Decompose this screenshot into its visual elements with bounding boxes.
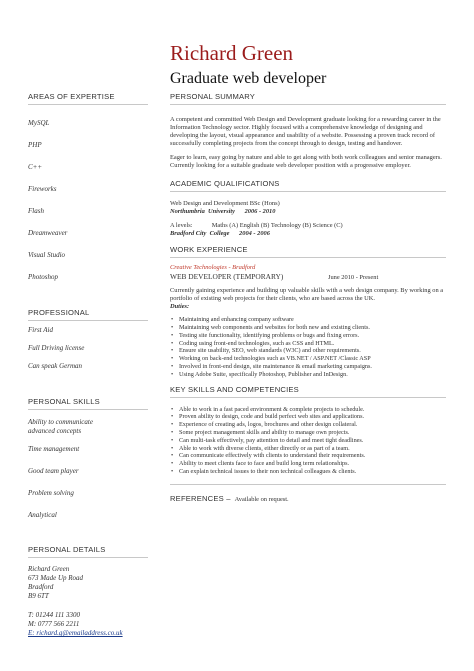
job-title: WEB DEVELOPER (TEMPORARY) — [170, 272, 284, 282]
academic-heading: ACADEMIC QUALIFICATIONS — [170, 179, 446, 192]
key-skill-item: • Can communicate effectively with clients to understand their requirements. — [179, 452, 446, 460]
expertise-item: Dreamweaver — [28, 229, 68, 237]
personal-skill-item: Ability to communicate advanced concepts — [28, 418, 93, 435]
key-skill-item: • Some project management skills and ability to manage own projects. — [179, 429, 446, 437]
personal-skill-item: Good team player — [28, 467, 79, 475]
key-skill-item: • Able to work with diverse clients, either directly or as part of a team. — [179, 445, 446, 453]
college-line: Bradford City College 2004 - 2006 — [170, 230, 270, 238]
right-column — [170, 92, 446, 506]
address-line: B9 6TT — [28, 592, 49, 600]
duty-item: • Working on back-end technologies such as VB.NET / ASP.NET /Classic ASP — [179, 355, 446, 363]
personal-skill-item: Analytical — [28, 511, 57, 519]
employer-line: Creative Technologies - Bradford — [170, 264, 256, 272]
professional-item: Can speak German — [28, 362, 83, 370]
email-link[interactable]: E: richard.g@emailaddress.co.uk — [28, 629, 123, 637]
key-skill-item: • Proven ability to design, code and build perfect web sites and applications. — [179, 413, 446, 421]
summary-heading: PERSONAL SUMMARY — [170, 92, 446, 105]
duty-item: • Testing site functionality, identifying problems or bugs and fixing errors. — [179, 332, 446, 340]
references-heading: REFERENCES – — [170, 493, 231, 503]
personal-details — [28, 565, 148, 638]
personal-details-heading: PERSONAL DETAILS — [28, 545, 148, 558]
duties-list — [170, 316, 446, 378]
key-skills-list — [170, 406, 446, 476]
personal-skills-heading: PERSONAL SKILLS — [28, 397, 148, 410]
summary-paragraph-2: Eager to learn, easy going by nature and able to get along with both work colleagues and senior managers. Currently looking for a suitable graduate web developer position with a progressive employer. — [170, 153, 442, 169]
duty-item: • Maintaining and enhancing company software — [179, 316, 446, 324]
professional-item: First Aid — [28, 326, 53, 334]
key-skill-item: • Ability to meet clients face to face and build long term relationships. — [179, 460, 446, 468]
expertise-heading: AREAS OF EXPERTISE — [28, 92, 148, 105]
professional-list — [28, 326, 148, 371]
address-line: 673 Made Up Road — [28, 574, 84, 582]
duty-item: • Maintaining web components and websites for both new and existing clients. — [179, 324, 446, 332]
key-skills-heading: KEY SKILLS AND COMPETENCIES — [170, 385, 446, 398]
expertise-item: Flash — [28, 207, 44, 215]
candidate-name: Richard Green — [170, 41, 294, 65]
left-column — [28, 92, 148, 638]
expertise-list — [28, 119, 148, 282]
work-heading: WORK EXPERIENCE — [170, 245, 446, 258]
expertise-item: MySQL — [28, 119, 50, 127]
duty-item: • Coding using front-end technologies, such as CSS and HTML. — [179, 340, 446, 348]
references-text: Available on request. — [234, 495, 289, 503]
address-line: Richard Green — [28, 565, 70, 573]
key-skill-item: • Can multi-task effectively, pay attention to detail and meet tight deadlines. — [179, 437, 446, 445]
job-description: Currently gaining experience and building up valuable skills with a web design company. By working on a portfolio of existing web projects for their clients, who are based across the UK. — [170, 287, 444, 303]
professional-heading: PROFESSIONAL — [28, 308, 148, 321]
address-line: Bradford — [28, 583, 54, 591]
university-line: Northumbria University 2006 - 2010 — [170, 208, 276, 216]
personal-skill-item: Problem solving — [28, 489, 74, 497]
summary-paragraph-1: A competent and committed Web Design and Development graduate looking for a rewarding career in the Information Technology sector. Highly focused with a comprehensive knowledge of designing and developing the layout, visual appearance and usability of a website. Possessing a proven track record of successfully completing projects from the concept through to design, testing and handover. — [170, 116, 441, 147]
alevels-line: A levels: Maths (A) English (B) Technology (B) Science (C) — [170, 222, 343, 230]
key-skill-item: • Can explain technical issues to their non technical colleagues & clients. — [179, 468, 446, 476]
candidate-role: Graduate web developer — [170, 70, 327, 87]
job-title-row — [170, 272, 446, 282]
duty-item: • Using Adobe Suite, specifically Photoshop, Publisher and InDesign. — [179, 371, 446, 379]
expertise-item: PHP — [28, 141, 42, 149]
key-skill-item: • Able to work in a fast paced environment & complete projects to schedule. — [179, 406, 446, 414]
professional-item: Full Driving license — [28, 344, 85, 352]
duty-item: • Ensure site usability, SEO, web standards (W3C) and other requirements. — [179, 347, 446, 355]
duties-label: Duties: — [170, 303, 190, 311]
phone-line: T: 01244 111 3300 — [28, 611, 81, 619]
expertise-item: Visual Studio — [28, 251, 66, 259]
mobile-line: M: 0777 566 2211 — [28, 620, 80, 628]
expertise-item: Photoshop — [28, 273, 58, 281]
personal-skills-list — [28, 418, 148, 520]
degree-line: Web Design and Development BSc (Hons) — [170, 200, 280, 208]
job-dates: June 2010 - Present — [328, 274, 379, 282]
key-skill-item: • Experience of creating ads, logos, brochures and other design collateral. — [179, 421, 446, 429]
expertise-item: C++ — [28, 163, 43, 171]
personal-skill-item: Time management — [28, 445, 80, 453]
references-row — [170, 484, 446, 506]
duty-item: • Involved in front-end design, site maintenance & email marketing campaigns. — [179, 363, 446, 371]
expertise-item: Fireworks — [28, 185, 57, 193]
